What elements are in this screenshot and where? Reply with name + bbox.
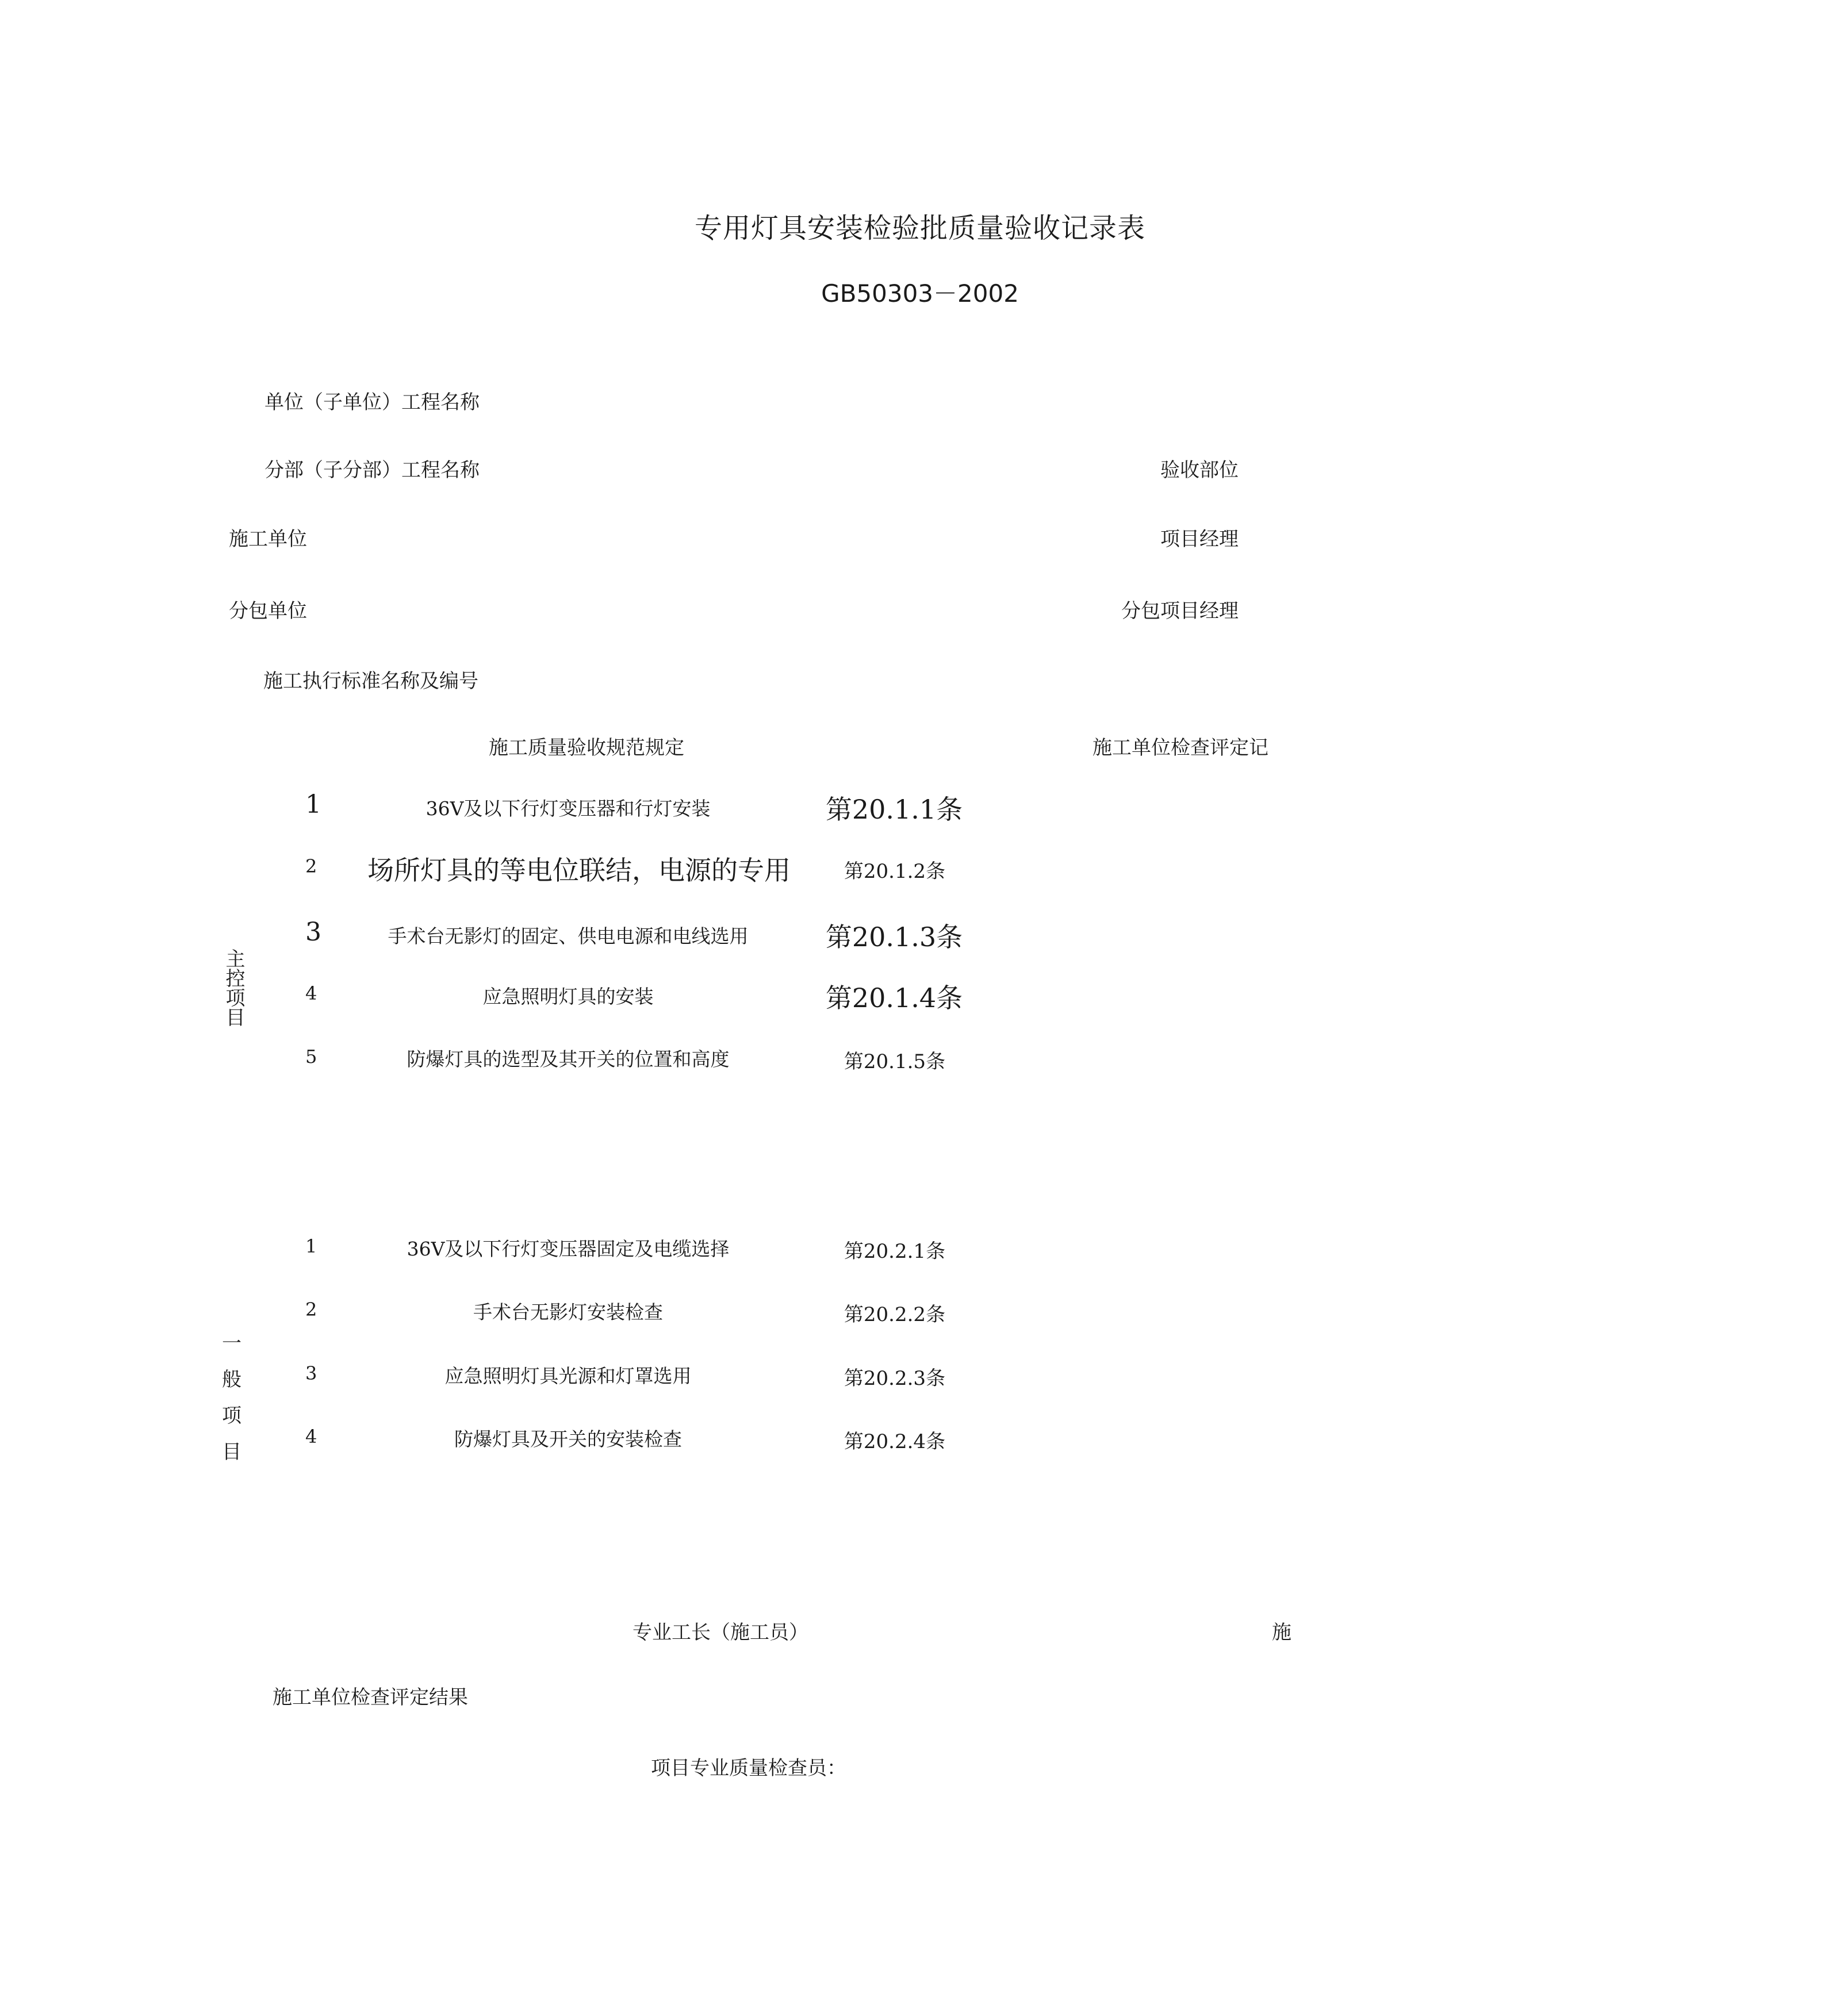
main-control-group-label: 主控项目 [222,949,245,1027]
main-item-1-text: 36V及以下行灯变压器和行灯安装 [425,797,711,820]
spec-header: 施工质量验收规范规定 [489,736,684,759]
main-item-5-text: 防爆灯具的选型及其开关的位置和高度 [407,1048,730,1070]
main-item-3-ref: 第20.1.3条 [825,921,963,953]
main-item-4-text: 应急照明灯具的安装 [482,985,654,1008]
main-item-1-no: 1 [305,790,321,819]
right-cut-label: 施 [1272,1621,1291,1644]
result-label: 施工单位检查评定结果 [273,1686,468,1709]
main-item-2-no: 2 [305,855,317,877]
general-item-1-text: 36V及以下行灯变压器固定及电缆选择 [407,1238,730,1260]
project-manager-label: 项目经理 [1160,528,1239,551]
check-result-header: 施工单位检查评定记 [1092,736,1268,759]
general-item-4-ref: 第20.2.4条 [844,1430,946,1453]
main-item-2-text: 场所灯具的等电位联结，电源的专用 [367,855,791,886]
main-item-5-no: 5 [305,1046,317,1067]
subcontract-manager-label: 分包项目经理 [1121,600,1239,623]
foreman-label: 专业工长（施工员） [632,1621,808,1644]
general-item-1-ref: 第20.2.1条 [844,1240,946,1263]
general-item-4-text: 防爆灯具及开关的安装检查 [454,1428,682,1450]
unit-project-name-label: 单位（子单位）工程名称 [264,391,480,414]
main-item-4-ref: 第20.1.4条 [825,982,963,1013]
general-item-2-ref: 第20.2.2条 [844,1303,946,1326]
general-item-3-text: 应急照明灯具光源和灯罩选用 [444,1365,692,1387]
subcontract-unit-label: 分包单位 [229,600,307,623]
general-item-3-ref: 第20.2.3条 [844,1367,946,1390]
main-item-5-ref: 第20.1.5条 [844,1050,946,1073]
inspector-label: 项目专业质量检查员： [651,1757,846,1780]
construction-unit-label: 施工单位 [229,528,307,551]
main-item-3-text: 手术台无影灯的固定、供电电源和电线选用 [388,925,749,947]
main-item-2-ref: 第20.1.2条 [844,860,946,883]
page-title: 专用灯具安装检验批质量验收记录表 [694,212,1145,244]
standard-name-label: 施工执行标准名称及编号 [263,670,478,693]
main-item-1-ref: 第20.1.1条 [825,794,963,825]
general-item-4-no: 4 [305,1426,317,1447]
main-item-3-no: 3 [305,917,321,947]
standard-code: GB50303－2002 [821,279,1019,308]
main-item-2-text-clip [348,850,791,884]
general-item-2-no: 2 [305,1299,317,1320]
sub-project-name-label: 分部（子分部）工程名称 [264,459,480,482]
general-item-2-text: 手术台无影灯安装检查 [473,1301,663,1323]
general-group-label: 一般项目 [222,1332,241,1464]
general-item-3-no: 3 [305,1362,317,1384]
acceptance-part-label: 验收部位 [1160,459,1239,482]
general-item-1-no: 1 [305,1235,317,1257]
main-item-4-no: 4 [305,982,317,1004]
